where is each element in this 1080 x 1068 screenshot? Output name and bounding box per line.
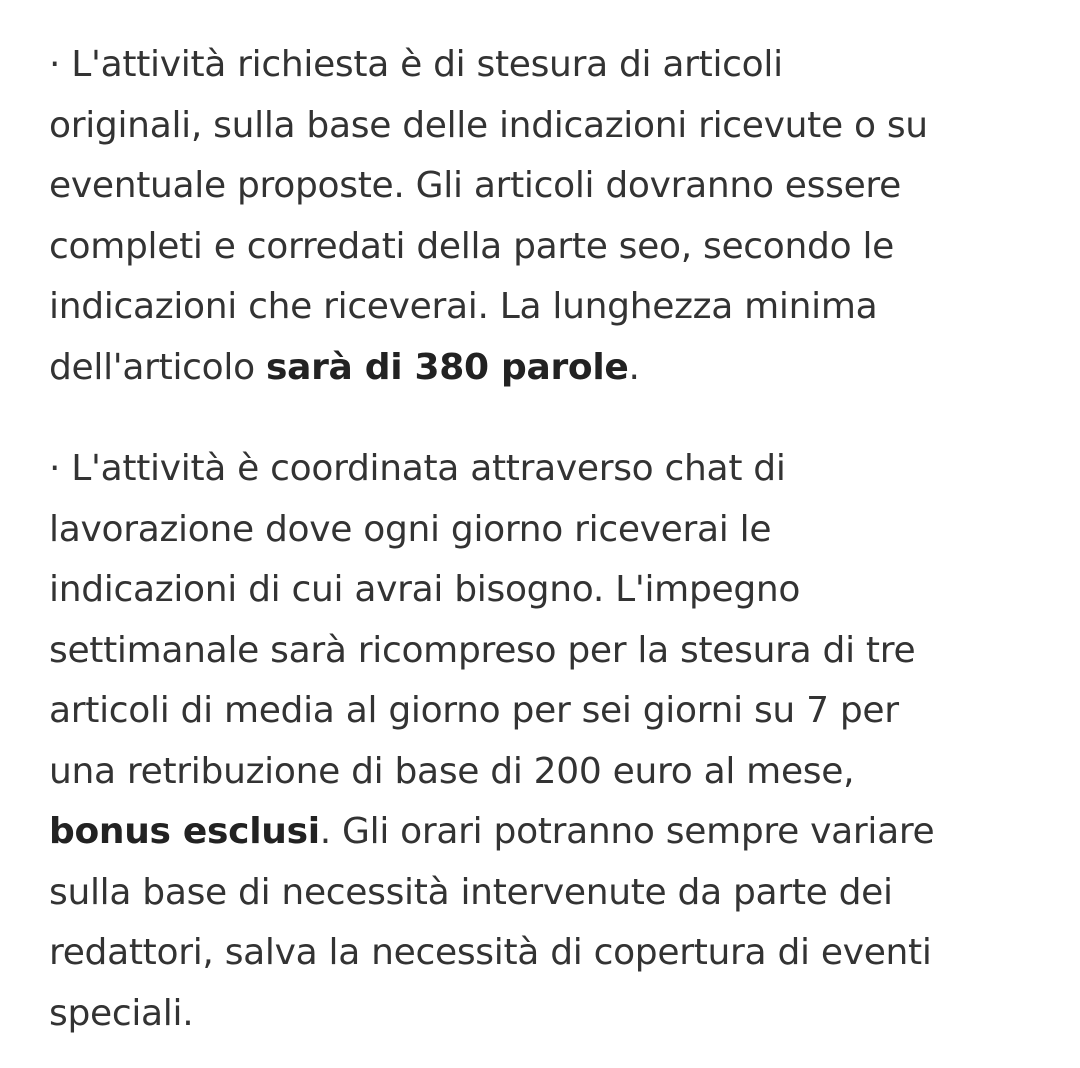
text-line: sulla base di necessità intervenute da parte dei — [49, 871, 893, 913]
bold-bonus-excluded: bonus esclusi — [49, 811, 320, 852]
paragraph-activity-description — [49, 35, 1049, 398]
text-line: redattori, salva la necessità di copertura di eventi — [49, 932, 932, 973]
text-line: settimanale sarà ricompreso per la stesura di tre — [49, 629, 916, 671]
text-line: completi e corredati della parte seo, secondo le — [49, 225, 895, 267]
text-line: una retribuzione di base di 200 euro al mese, — [49, 750, 855, 792]
bold-min-length: sarà di 380 parole — [265, 346, 629, 388]
article-body — [49, 35, 1049, 1044]
text-line: originali, sulla base delle indicazioni ricevute o su — [49, 104, 928, 146]
text-line: articoli di media al giorno per sei giorni su 7 per — [49, 690, 899, 731]
text-line: speciali. — [49, 992, 194, 1034]
text-line: eventuale proposte. Gli articoli dovranno essere — [49, 165, 901, 206]
text-line — [49, 802, 1049, 863]
text-segment: dell'articolo — [49, 346, 266, 388]
paragraph-coordination — [49, 439, 1049, 1044]
text-segment: . — [628, 346, 640, 388]
text-line: · L'attività è coordinata attraverso chat di — [49, 448, 786, 489]
text-line: · L'attività richiesta è di stesura di articoli — [49, 44, 783, 85]
text-line: lavorazione dove ogni giorno riceverai le — [49, 508, 772, 550]
text-segment: . Gli orari potranno sempre variare — [319, 811, 935, 852]
text-line: indicazioni che riceverai. La lunghezza minima — [49, 286, 878, 327]
text-line: indicazioni di cui avrai bisogno. L'impegno — [49, 569, 801, 610]
text-line — [49, 338, 1049, 399]
